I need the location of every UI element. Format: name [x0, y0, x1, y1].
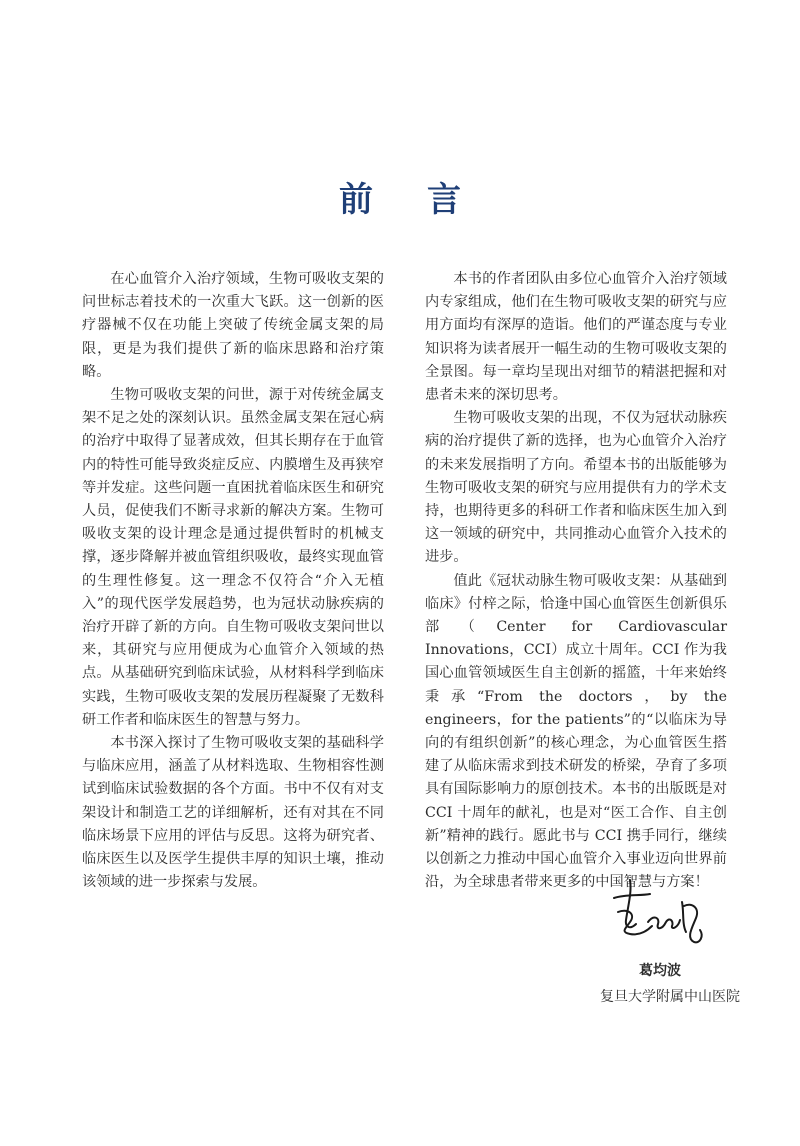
paragraph: 生物可吸收支架的出现，不仅为冠状动脉疾病的治疗提供了新的选择，也为心血管介入治疗的未来发展指明了方向。希望本书的出版能够为生物可吸收支架的研究与应用提供有力的学术支持，也期待更多的科研工作者和临床医生加入到这一领域的研究中，共同推动心血管介入技术的进步。 — [425, 410, 727, 566]
paragraph: 本书深入探讨了生物可吸收支架的基础科学与临床应用，涵盖了从材料选取、生物相容性测试到临床试验数据的各个方面。书中不仅有对支架设计和制造工艺的详细解析，还有对其在不同临床场景下应用的评估与反思。这将为研究者、临床医生以及医学生提供丰厚的知识土壤，推动该领域的进一步探索与发展。 — [82, 735, 384, 891]
paragraph: 值此《冠状动脉生物可吸收支架：从基础到临床》付梓之际，恰逢中国心血管医生创新俱乐部（Center for Cardiovascular Innovations，CCI）成立十周年。CCI 作为我国心血管领域医生自主创新的摇篮，十年来始终秉承“From the doctors，by the engineers，for the patients”的“以临床为导向的有组织创新”的核心理念，为心血管医生搭建了从临床需求到技术研发的桥梁，孕育了多项具有国际影响力的原创技术。本书的出版既是对 CCI 十周年的献礼，也是对“医工合作、自主创新”精神的践行。愿此书与 CCI 携手同行，继续以创新之力推动中国心血管介入事业迈向世界前沿，为全球患者带来更多的中国智慧与方案！ — [425, 572, 727, 891]
paragraph: 本书的作者团队由多位心血管介入治疗领域内专家组成，他们在生物可吸收支架的研究与应用方面均有深厚的造诣。他们的严谨态度与专业知识将为读者展开一幅生动的生物可吸收支架的全景图。每一章均呈现出对细节的精湛把握和对患者未来的深切思考。 — [425, 271, 727, 404]
title-char-1: 前 — [339, 180, 373, 220]
left-column — [82, 268, 384, 894]
handwritten-signature — [600, 872, 710, 952]
author-affiliation: 复旦大学附属中山医院 — [600, 989, 740, 1005]
author-name: 葛均波 — [639, 963, 681, 979]
right-column — [425, 268, 727, 894]
title-char-2: 言 — [427, 180, 461, 220]
page-title — [0, 172, 800, 221]
paragraph: 生物可吸收支架的问世，源于对传统金属支架不足之处的深刻认识。虽然金属支架在冠心病的治疗中取得了显著成效，但其长期存在于血管内的特性可能导致炎症反应、内膜增生及再狭窄等并发症。这些问题一直困扰着临床医生和研究人员，促使我们不断寻求新的解决方案。生物可吸收支架的设计理念是通过提供暂时的机械支撑，逐步降解并被血管组织吸收，最终实现血管的生理性修复。这一理念不仅符合“介入无植入”的现代医学发展趋势，也为冠状动脉疾病的治疗开辟了新的方向。自生物可吸收支架问世以来，其研究与应用便成为心血管介入领域的热点。从基础研究到临床试验，从材料科学到临床实践，生物可吸收支架的发展历程凝聚了无数科研工作者和临床医生的智慧与努力。 — [82, 387, 384, 728]
paragraph: 在心血管介入治疗领域，生物可吸收支架的问世标志着技术的一次重大飞跃。这一创新的医疗器械不仅在功能上突破了传统金属支架的局限，更是为我们提供了新的临床思路和治疗策略。 — [82, 271, 384, 380]
